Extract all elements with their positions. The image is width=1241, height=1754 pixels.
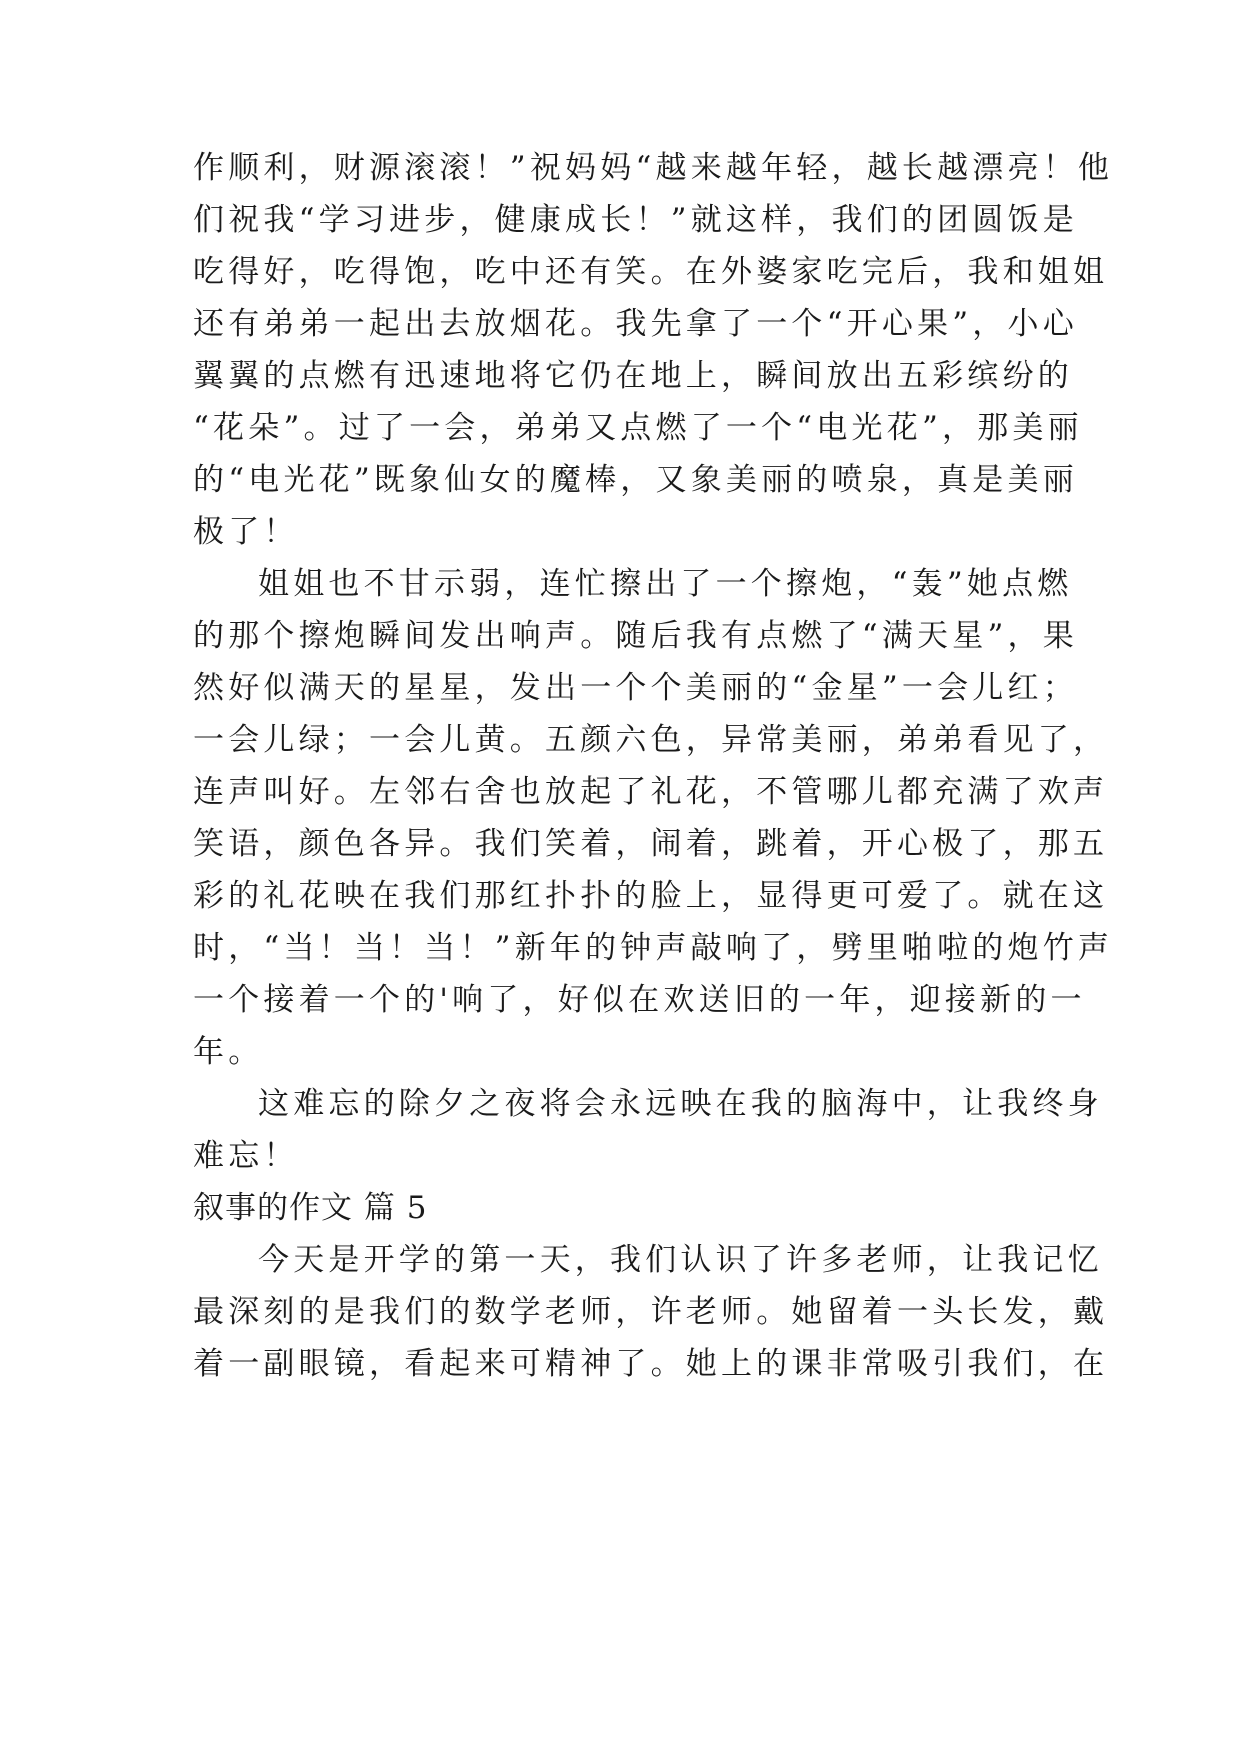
text-line: 这难忘的除夕之夜将会永远映在我的脑海中，让我终身 (258, 1086, 1103, 1122)
text-line: 们祝我“学习进步，健康成长！”就这样，我们的团圆饭是 (193, 202, 1078, 238)
text-line: 最深刻的是我们的数学老师，许老师。她留着一头长发，戴 (193, 1294, 1109, 1330)
text-line: 翼翼的点燃有迅速地将它仍在地上，瞬间放出五彩缤纷的 (193, 358, 1073, 394)
text-line: 年。 (193, 1034, 264, 1070)
text-line: 姐姐也不甘示弱，连忙擦出了一个擦炮，“轰”她点燃 (258, 566, 1073, 602)
text-line: 的那个擦炮瞬间发出响声。随后我有点燃了“满天星”，果 (193, 618, 1078, 654)
text-line: 的“电光花”既象仙女的魔棒，又象美丽的喷泉，真是美丽 (193, 462, 1078, 498)
text-line: 极了！ (193, 514, 299, 550)
text-line: 然好似满天的星星，发出一个个美丽的“金星”一会儿红； (193, 670, 1078, 706)
section-heading: 叙事的作文 篇 5 (193, 1190, 428, 1226)
text-line: 时，“当！当！当！”新年的钟声敲响了，劈里啪啦的炮竹声 (193, 930, 1114, 966)
text-line: 难忘！ (193, 1138, 299, 1174)
text-line: 一个接着一个的'响了，好似在欢送旧的一年，迎接新的一 (193, 982, 1086, 1018)
text-line: 今天是开学的第一天，我们认识了许多老师，让我记忆 (258, 1242, 1103, 1278)
text-line: 着一副眼镜，看起来可精神了。她上的课非常吸引我们，在 (193, 1346, 1109, 1382)
text-line: 一会儿绿；一会儿黄。五颜六色，异常美丽，弟弟看见了， (193, 722, 1109, 758)
text-line: “花朵”。过了一会，弟弟又点燃了一个“电光花”，那美丽 (193, 410, 1083, 446)
text-line: 还有弟弟一起出去放烟花。我先拿了一个“开心果”，小心 (193, 306, 1078, 342)
text-line: 连声叫好。左邻右舍也放起了礼花，不管哪儿都充满了欢声 (193, 774, 1109, 810)
text-line: 彩的礼花映在我们那红扑扑的脸上，显得更可爱了。就在这 (193, 878, 1109, 914)
text-line: 吃得好，吃得饱，吃中还有笑。在外婆家吃完后，我和姐姐 (193, 254, 1109, 290)
text-line: 笑语，颜色各异。我们笑着，闹着，跳着，开心极了，那五 (193, 826, 1109, 862)
text-line: 作顺利，财源滚滚！”祝妈妈“越来越年轻，越长越漂亮！他 (193, 150, 1114, 186)
